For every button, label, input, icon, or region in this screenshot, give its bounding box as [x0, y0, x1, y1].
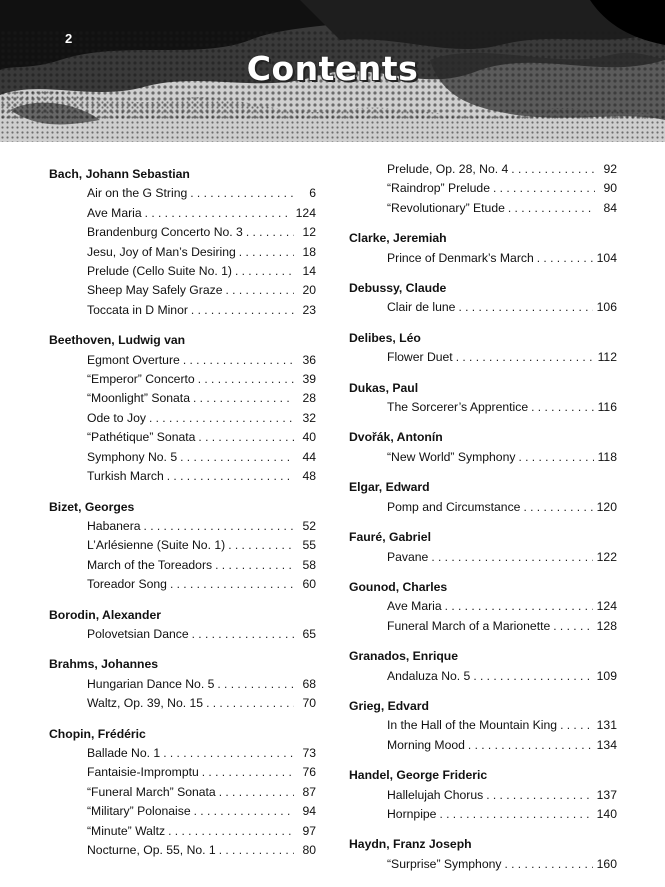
entry-title: “Surprise” Symphony — [387, 855, 504, 874]
dot-leader — [190, 184, 294, 203]
toc-entry — [387, 805, 617, 824]
entry-title: Sheep May Safely Graze — [87, 281, 226, 300]
dot-leader — [523, 498, 592, 517]
dot-leader — [206, 694, 294, 713]
toc-entry — [87, 370, 316, 389]
entry-page-number: 106 — [596, 300, 617, 315]
entry-title: Egmont Overture — [87, 351, 183, 370]
toc-entry — [87, 556, 316, 575]
entry-page-number: 120 — [596, 499, 617, 514]
entry-title: Ode to Joy — [87, 409, 149, 428]
entry-title: Fantaisie-Impromptu — [87, 763, 202, 782]
composer-heading: Brahms, Johannes — [49, 657, 159, 672]
entry-page-number: 48 — [302, 469, 316, 484]
dot-leader — [192, 625, 294, 644]
dot-leader — [194, 802, 294, 821]
entry-page-number: 92 — [603, 162, 617, 176]
entry-title: Toreador Song — [87, 575, 170, 594]
entry-page-number: 118 — [597, 449, 617, 464]
entry-page-number: 104 — [596, 250, 617, 265]
entry-title: Ballade No. 1 — [87, 744, 163, 763]
dot-leader — [468, 736, 593, 755]
dot-leader — [145, 204, 292, 223]
entry-page-number: 137 — [596, 787, 617, 802]
entry-page-number: 12 — [302, 225, 316, 240]
toc-entry — [387, 179, 617, 198]
entry-title: Prelude (Cello Suite No. 1) — [87, 262, 235, 281]
toc-entry — [87, 428, 316, 447]
toc-entry — [87, 389, 316, 408]
entry-page-number: 112 — [597, 350, 617, 365]
toc-entry — [87, 204, 316, 223]
dot-leader — [504, 855, 592, 874]
entry-title: “Pathétique” Sonata — [87, 428, 198, 447]
entry-page-number: 39 — [302, 372, 316, 387]
entry-title: Prince of Denmark’s March — [387, 249, 537, 268]
toc-entry — [87, 575, 316, 594]
toc-entry — [87, 184, 316, 203]
dot-leader — [170, 575, 294, 594]
entry-title: Brandenburg Concerto No. 3 — [87, 223, 246, 242]
toc-column-right — [349, 160, 617, 874]
composer-heading: Chopin, Frédéric — [49, 726, 146, 741]
entry-title: “Minute” Waltz — [87, 822, 168, 841]
entry-page-number: 60 — [302, 577, 316, 592]
dot-leader — [191, 301, 294, 320]
page-title: Contents — [246, 49, 419, 88]
toc-entry — [387, 398, 617, 417]
entry-title: “New World” Symphony — [387, 448, 518, 467]
entry-page-number: 122 — [596, 549, 617, 564]
toc-entry — [87, 744, 316, 763]
toc-entry — [87, 281, 316, 300]
dot-leader — [226, 281, 295, 300]
dot-leader — [458, 298, 592, 317]
entry-title: Turkish March — [87, 467, 167, 486]
entry-title: Polovetsian Dance — [87, 625, 192, 644]
entry-page-number: 128 — [596, 618, 617, 633]
entry-title: Ave Maria — [87, 204, 145, 223]
entry-title: Andaluza No. 5 — [387, 667, 473, 686]
entry-title: “Raindrop” Prelude — [387, 179, 493, 198]
entry-page-number: 134 — [596, 737, 617, 752]
header-banner — [0, 0, 665, 142]
dot-leader — [198, 428, 294, 447]
toc-entry — [87, 448, 316, 467]
entry-title: The Sorcerer’s Apprentice — [387, 398, 531, 417]
toc-entry — [87, 841, 316, 860]
dot-leader — [445, 597, 593, 616]
toc-entry — [387, 199, 617, 218]
dot-leader — [246, 223, 294, 242]
toc-entry — [87, 243, 316, 262]
entry-title: In the Hall of the Mountain King — [387, 716, 560, 735]
entry-title: “Funeral March” Sonata — [87, 783, 219, 802]
entry-page-number: 131 — [596, 718, 617, 733]
toc-entry — [387, 348, 617, 367]
entry-page-number: 52 — [302, 518, 316, 533]
dot-leader — [553, 617, 592, 636]
entry-page-number: 18 — [302, 244, 316, 259]
entry-page-number: 97 — [302, 823, 316, 838]
entry-title: Clair de lune — [387, 298, 458, 317]
entry-page-number: 140 — [596, 806, 617, 821]
entry-page-number: 73 — [302, 745, 316, 760]
dot-leader — [149, 409, 294, 428]
entry-title: Symphony No. 5 — [87, 448, 180, 467]
composer-heading: Handel, George Frideric — [349, 768, 488, 783]
dot-leader — [560, 716, 593, 735]
entry-title: Waltz, Op. 39, No. 15 — [87, 694, 206, 713]
entry-title: March of the Toreadors — [87, 556, 215, 575]
composer-heading: Borodin, Alexander — [49, 607, 161, 622]
toc-entry — [387, 716, 617, 735]
toc-entry — [87, 694, 316, 713]
entry-title: Hallelujah Chorus — [387, 786, 486, 805]
entry-page-number: 70 — [302, 696, 316, 711]
toc-entry — [387, 667, 617, 686]
dot-leader — [439, 805, 592, 824]
dot-leader — [144, 517, 294, 536]
entry-page-number: 44 — [302, 449, 316, 464]
dot-leader — [202, 763, 294, 782]
entry-title: Ave Maria — [387, 597, 445, 616]
entry-title: Hornpipe — [387, 805, 439, 824]
toc-entry — [87, 262, 316, 281]
entry-title: Hungarian Dance No. 5 — [87, 675, 217, 694]
entry-title: Funeral March of a Marionette — [387, 617, 553, 636]
toc-entry — [87, 223, 316, 242]
toc-entry — [387, 855, 617, 874]
entry-page-number: 124 — [295, 205, 316, 220]
composer-heading: Debussy, Claude — [349, 281, 447, 296]
dot-leader — [235, 262, 294, 281]
entry-page-number: 40 — [302, 430, 316, 445]
entry-title: Morning Mood — [387, 736, 468, 755]
entry-title: Prelude, Op. 28, No. 4 — [387, 160, 511, 179]
entry-title: Habanera — [87, 517, 144, 536]
composer-heading: Haydn, Franz Joseph — [349, 837, 472, 852]
dot-leader — [456, 348, 594, 367]
dot-leader — [511, 160, 595, 179]
entry-title: Toccata in D Minor — [87, 301, 191, 320]
toc-entry — [87, 625, 316, 644]
dot-leader — [473, 667, 592, 686]
entry-page-number: 6 — [309, 186, 316, 201]
entry-page-number: 32 — [302, 410, 316, 425]
dot-leader — [537, 249, 593, 268]
composer-heading: Bizet, Georges — [49, 499, 135, 514]
entry-page-number: 87 — [302, 784, 316, 799]
entry-page-number: 160 — [596, 856, 617, 871]
dot-leader — [228, 536, 294, 555]
dot-leader — [508, 199, 595, 218]
dot-leader — [431, 548, 592, 567]
entry-title: Pomp and Circumstance — [387, 498, 523, 517]
entry-page-number: 90 — [603, 181, 617, 196]
dot-leader — [219, 783, 294, 802]
dot-leader — [217, 675, 294, 694]
dot-leader — [183, 351, 294, 370]
entry-title: “Emperor” Concerto — [87, 370, 198, 389]
toc-entry — [87, 467, 316, 486]
toc-entry — [87, 517, 316, 536]
entry-page-number: 36 — [302, 352, 316, 367]
composer-heading: Dukas, Paul — [349, 380, 419, 395]
composer-heading: Grieg, Edvard — [349, 698, 429, 713]
toc-entry — [87, 675, 316, 694]
dot-leader — [486, 786, 592, 805]
toc-column-left — [49, 160, 316, 860]
dot-leader — [239, 243, 294, 262]
entry-page-number: 80 — [302, 843, 316, 857]
entry-title: “Military” Polonaise — [87, 802, 194, 821]
entry-page-number: 109 — [596, 668, 617, 683]
page-number: 2 — [65, 31, 73, 46]
toc-entry — [87, 822, 316, 841]
composer-heading: Granados, Enrique — [349, 649, 459, 664]
composer-heading: Elgar, Edward — [349, 480, 430, 495]
entry-page-number: 116 — [597, 400, 617, 415]
entry-page-number: 76 — [302, 765, 316, 780]
entry-page-number: 124 — [596, 599, 617, 614]
dot-leader — [531, 398, 593, 417]
entry-page-number: 28 — [302, 391, 316, 406]
entry-page-number: 84 — [603, 200, 617, 215]
toc-entry — [387, 448, 617, 467]
entry-page-number: 20 — [302, 283, 316, 298]
toc-entry — [387, 736, 617, 755]
entry-page-number: 14 — [302, 264, 316, 279]
entry-title: Jesu, Joy of Man’s Desiring — [87, 243, 239, 262]
dot-leader — [518, 448, 593, 467]
toc-entry — [387, 249, 617, 268]
composer-heading: Delibes, Léo — [349, 330, 421, 345]
dot-leader — [167, 467, 294, 486]
toc-entry — [87, 301, 316, 320]
toc-entry — [87, 536, 316, 555]
entry-title: Air on the G String — [87, 184, 190, 203]
entry-title: “Moonlight” Sonata — [87, 389, 193, 408]
entry-page-number: 65 — [302, 626, 316, 641]
entry-title: Nocturne, Op. 55, No. 1 — [87, 841, 219, 860]
composer-heading: Beethoven, Ludwig van — [49, 333, 186, 348]
entry-title: Flower Duet — [387, 348, 456, 367]
toc-entry — [87, 409, 316, 428]
dot-leader — [163, 744, 294, 763]
dot-leader — [193, 389, 294, 408]
toc-entry — [387, 498, 617, 517]
dot-leader — [198, 370, 294, 389]
entry-page-number: 55 — [302, 538, 316, 553]
entry-page-number: 23 — [302, 302, 316, 317]
dot-leader — [219, 841, 294, 860]
entry-title: Pavane — [387, 548, 431, 567]
toc-entry — [387, 298, 617, 317]
entry-title: “Revolutionary” Etude — [387, 199, 508, 218]
dot-leader — [168, 822, 294, 841]
toc-entry — [87, 763, 316, 782]
toc-entry — [387, 548, 617, 567]
dot-leader — [215, 556, 294, 575]
composer-heading: Gounod, Charles — [349, 579, 448, 594]
entry-page-number: 68 — [302, 676, 316, 691]
toc-entry — [387, 160, 617, 179]
entry-page-number: 94 — [302, 804, 316, 819]
toc-entry — [387, 597, 617, 616]
dot-leader — [493, 179, 595, 198]
entry-title: L’Arlésienne (Suite No. 1) — [87, 536, 228, 555]
composer-heading: Clarke, Jeremiah — [349, 231, 447, 246]
toc-entry — [87, 351, 316, 370]
composer-heading: Bach, Johann Sebastian — [49, 167, 190, 181]
toc-entry — [87, 802, 316, 821]
entry-page-number: 58 — [302, 557, 316, 572]
composer-heading: Dvořák, Antonín — [349, 430, 443, 445]
toc-entry — [387, 617, 617, 636]
composer-heading: Fauré, Gabriel — [349, 530, 431, 545]
toc-entry — [387, 786, 617, 805]
dot-leader — [180, 448, 294, 467]
toc-entry — [87, 783, 316, 802]
